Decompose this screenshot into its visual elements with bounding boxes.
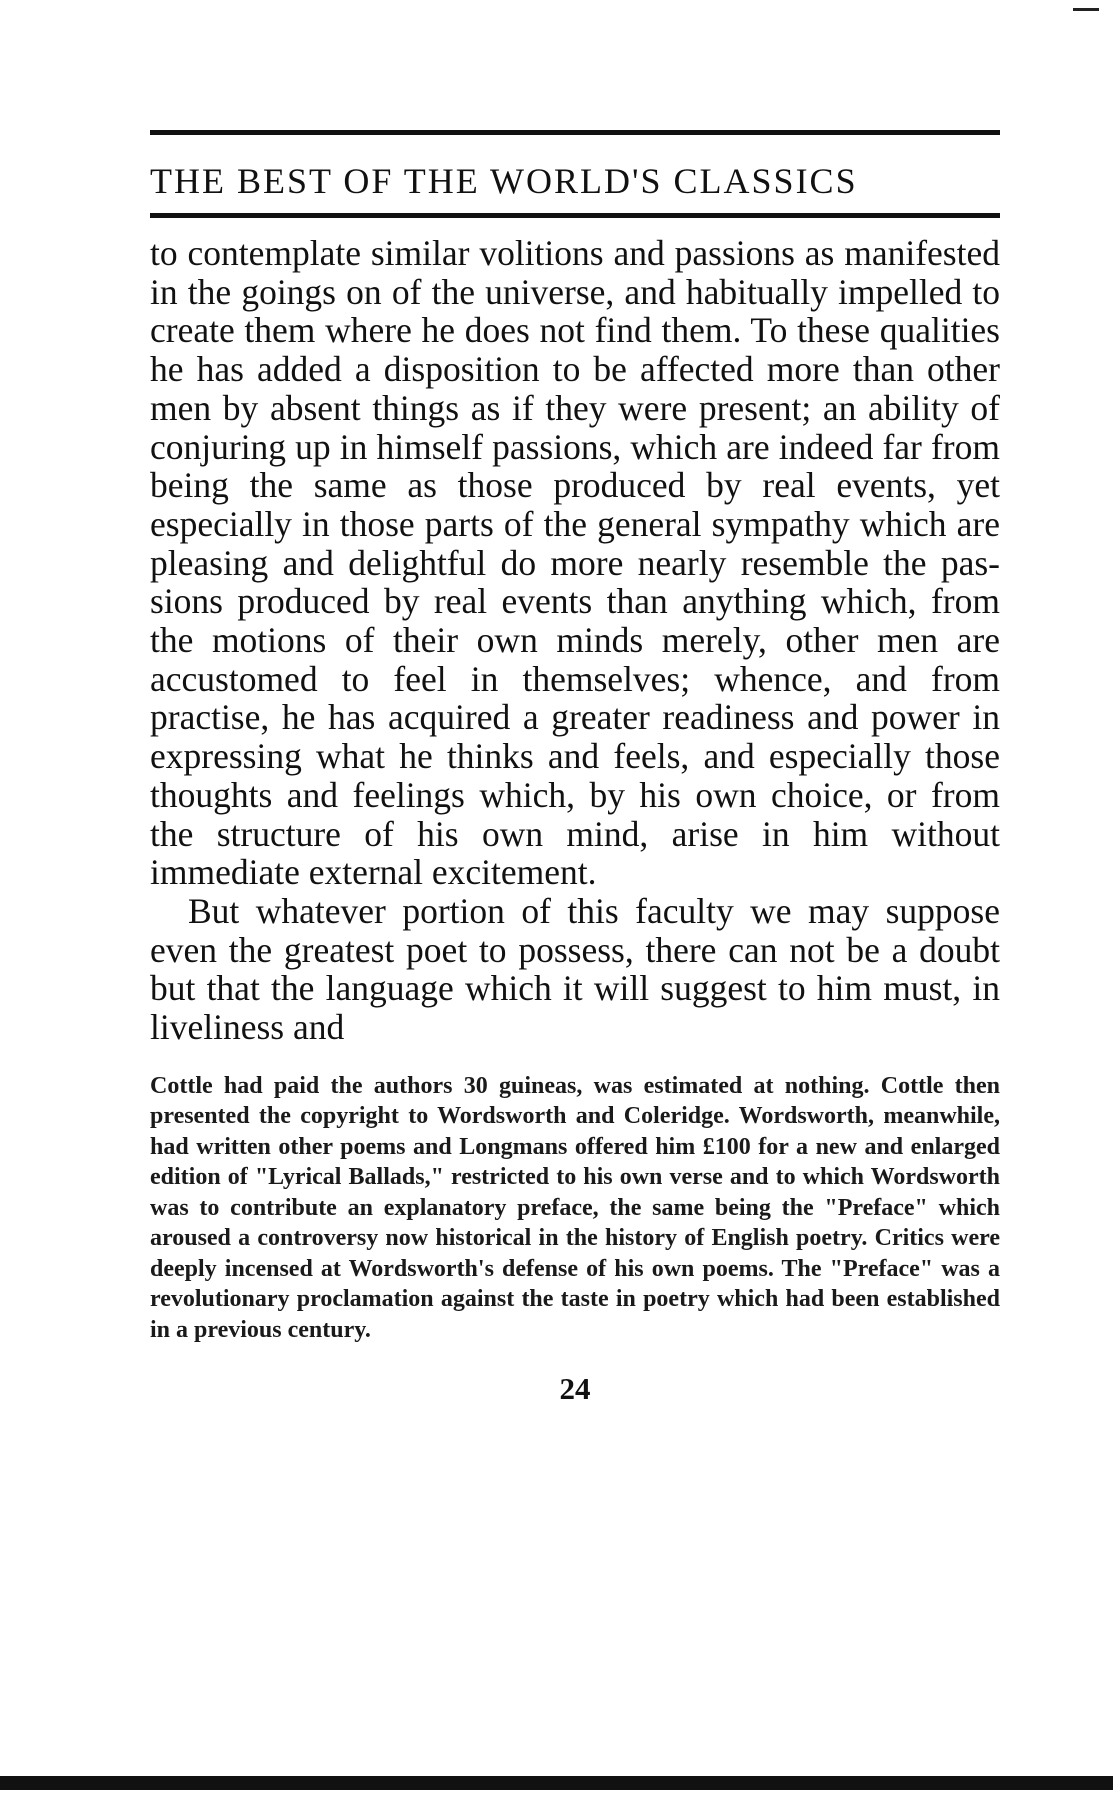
footnote: Cottle had paid the authors 30 guineas, was estimated at nothing. Cottle then presented the copyright to Wordsworth and Coleridge. Wordsworth, meanwhile, had written other poems and Longmans offered him £100 for a new and enlarged edition of "Lyrical Ballads," restricted to his own verse and to which Wordsworth was to contribute an explanatory preface, the same being the "Preface" which aroused a controversy now historical in the history of English poetry. Critics were deeply incensed at Wordsworth's defense of his own poems. The "Preface" was a revolutionary proclamation against the taste in poetry which had been established in a previous century.	[150, 1072, 1000, 1343]
running-head: THE BEST OF THE WORLD'S CLASSICS	[150, 161, 858, 201]
body-text	[150, 234, 1000, 1047]
paragraph-2: But whatever portion of this faculty we may suppose even the greatest poet to possess, there can not be a doubt but that the language which it will suggest to him must, in liveliness and	[150, 890, 1000, 1048]
bottom-rule	[0, 1776, 1113, 1790]
header-bottom-rule	[150, 213, 1000, 218]
page-number: 24	[559, 1371, 591, 1407]
book-page	[150, 130, 1000, 1407]
corner-mark	[1073, 8, 1099, 11]
header-top-rule	[150, 130, 1000, 135]
paragraph-1: to contemplate similar volitions and passions as manifested in the goings on of the universe, and habitually impelled to create them where he does not find them. To these qualities he has added a disposition to be affected more than other men by absent things as if they were present; an ability of conjuring up in himself passions, which are indeed far from being the same as those produced by real events, yet especially in those parts of the general sympathy which are pleasing and delightful do more nearly resemble the passions produced by real events than anything which, from the motions of their own minds merely, other men are accustomed to feel in themselves; whence, and from practise, he has acquired a greater readiness and power in expressing what he thinks and feels, and especially those thoughts and feelings which, by his own choice, or from the structure of his own mind, arise in him without immediate external excitement.	[150, 233, 1000, 893]
